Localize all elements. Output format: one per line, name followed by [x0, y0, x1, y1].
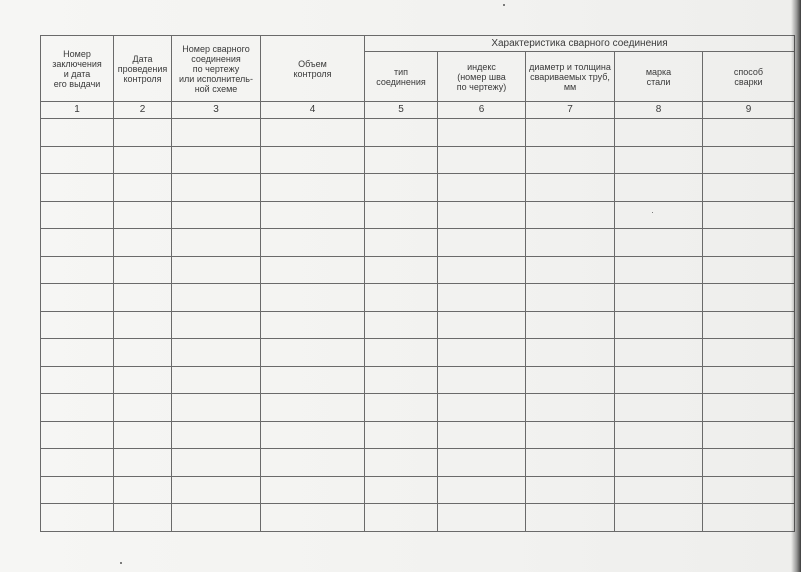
table-cell: [438, 339, 526, 367]
table-cell: [703, 366, 795, 394]
header-seam-index: индекс (номер шва по чертежу): [438, 52, 526, 102]
table-cell: [615, 119, 703, 147]
table-cell: [172, 201, 261, 229]
table-cell: [615, 449, 703, 477]
table-cell: [438, 174, 526, 202]
table-cell: [41, 229, 114, 257]
table-cell: [41, 339, 114, 367]
table-cell: [438, 449, 526, 477]
table-cell: [438, 421, 526, 449]
table-cell: [526, 449, 615, 477]
table-cell: [41, 284, 114, 312]
header-pipe-diameter-thickness: диаметр и толщина свариваемых труб, мм: [526, 52, 615, 102]
table-cell: [615, 394, 703, 422]
table-cell: [365, 229, 438, 257]
column-number: 1: [41, 102, 114, 119]
table-cell: [114, 201, 172, 229]
table-cell: [261, 311, 365, 339]
table-cell: [438, 394, 526, 422]
table-cell: [172, 366, 261, 394]
table-cell: [114, 366, 172, 394]
table-cell: [438, 284, 526, 312]
table-cell: [703, 311, 795, 339]
table-cell: [615, 256, 703, 284]
table-row: [41, 119, 795, 147]
table-cell: [438, 229, 526, 257]
table-cell: [438, 311, 526, 339]
table-cell: [114, 174, 172, 202]
table-cell: [114, 229, 172, 257]
table-cell: [365, 394, 438, 422]
table-cell: [365, 119, 438, 147]
table-cell: [615, 504, 703, 532]
table-cell: [615, 476, 703, 504]
column-number: 5: [365, 102, 438, 119]
table-cell: [703, 146, 795, 174]
header-steel-grade: марка стали: [615, 52, 703, 102]
table-cell: [41, 119, 114, 147]
table-cell: [703, 229, 795, 257]
table-cell: [114, 119, 172, 147]
table-cell: [526, 476, 615, 504]
table-cell: [526, 394, 615, 422]
header-inspection-date: Дата проведения контроля: [114, 36, 172, 102]
table-cell: [172, 421, 261, 449]
table-cell: [526, 146, 615, 174]
header-joint-type: тип соединения: [365, 52, 438, 102]
table-cell: [703, 449, 795, 477]
table-cell: [365, 366, 438, 394]
table-cell: [438, 476, 526, 504]
paper-speck: [120, 562, 122, 564]
table-cell: [172, 174, 261, 202]
table-cell: [172, 504, 261, 532]
table-cell: [114, 394, 172, 422]
table-cell: [703, 394, 795, 422]
table-cell: [114, 421, 172, 449]
table-cell: [438, 256, 526, 284]
table-cell: [114, 284, 172, 312]
table-cell: [438, 146, 526, 174]
table-cell: [526, 201, 615, 229]
table-cell: [172, 146, 261, 174]
table-cell: [615, 421, 703, 449]
table-cell: [41, 449, 114, 477]
table-cell: [703, 339, 795, 367]
table-cell: [261, 449, 365, 477]
table-cell: [615, 146, 703, 174]
table-cell: [114, 339, 172, 367]
table-cell: [261, 229, 365, 257]
table-cell: [172, 119, 261, 147]
table-cell: [365, 201, 438, 229]
table-cell: [261, 394, 365, 422]
table-cell: [365, 146, 438, 174]
table-cell: [703, 119, 795, 147]
table-cell: [703, 174, 795, 202]
table-cell: [261, 256, 365, 284]
table-cell: [526, 284, 615, 312]
table-cell: [41, 201, 114, 229]
table-row: [41, 366, 795, 394]
paper-speck: [652, 212, 653, 213]
table-cell: [526, 504, 615, 532]
header-inspection-volume: Объем контроля: [261, 36, 365, 102]
table-cell: [172, 229, 261, 257]
table-cell: [261, 366, 365, 394]
table-cell: [703, 201, 795, 229]
column-number: 7: [526, 102, 615, 119]
table-cell: [41, 311, 114, 339]
table-cell: [365, 476, 438, 504]
table-cell: [615, 284, 703, 312]
column-number: 4: [261, 102, 365, 119]
table-cell: [261, 339, 365, 367]
table-cell: [261, 504, 365, 532]
header-conclusion-number: Номер заключения и дата его выдачи: [41, 36, 114, 102]
table-row: [41, 284, 795, 312]
table-cell: [365, 256, 438, 284]
column-number: 9: [703, 102, 795, 119]
table-cell: [41, 366, 114, 394]
table-cell: [172, 311, 261, 339]
table-cell: [261, 174, 365, 202]
table-cell: [438, 366, 526, 394]
table-cell: [526, 339, 615, 367]
table-cell: [703, 504, 795, 532]
table-cell: [41, 421, 114, 449]
table-cell: [41, 256, 114, 284]
table-cell: [615, 339, 703, 367]
table-cell: [114, 476, 172, 504]
table-cell: [615, 174, 703, 202]
table-cell: [41, 174, 114, 202]
table-cell: [438, 201, 526, 229]
table-cell: [365, 339, 438, 367]
table-cell: [703, 476, 795, 504]
table-cell: [526, 229, 615, 257]
table-row: [41, 146, 795, 174]
table-cell: [261, 201, 365, 229]
table-cell: [365, 284, 438, 312]
column-number: 3: [172, 102, 261, 119]
table-cell: [526, 174, 615, 202]
table-cell: [526, 366, 615, 394]
table-row: [41, 311, 795, 339]
table-cell: [365, 311, 438, 339]
table-row: [41, 421, 795, 449]
paper-speck: [503, 4, 505, 6]
table-cell: [526, 421, 615, 449]
table-row: [41, 256, 795, 284]
table-cell: [41, 504, 114, 532]
column-number: 8: [615, 102, 703, 119]
table-cell: [438, 504, 526, 532]
table-cell: [172, 394, 261, 422]
weld-inspection-table: [40, 35, 795, 532]
table-cell: [172, 449, 261, 477]
table-row: [41, 201, 795, 229]
column-number-row: [41, 102, 795, 119]
table-cell: [261, 421, 365, 449]
scan-edge-shadow: [791, 0, 801, 572]
header-weld-number: Номер сварного соединения по чертежу или исполнитель- ной схеме: [172, 36, 261, 102]
column-number: 6: [438, 102, 526, 119]
table-cell: [261, 119, 365, 147]
table-cell: [703, 256, 795, 284]
table-cell: [365, 421, 438, 449]
table-cell: [365, 449, 438, 477]
column-number: 2: [114, 102, 172, 119]
table-cell: [172, 284, 261, 312]
table-cell: [172, 256, 261, 284]
table-cell: [703, 421, 795, 449]
table-row: [41, 476, 795, 504]
table-cell: [526, 256, 615, 284]
table-cell: [172, 476, 261, 504]
table-cell: [261, 284, 365, 312]
table-cell: [114, 146, 172, 174]
table-cell: [114, 449, 172, 477]
table-cell: [261, 146, 365, 174]
table-row: [41, 504, 795, 532]
table-cell: [41, 476, 114, 504]
table-row: [41, 229, 795, 257]
table-cell: [365, 504, 438, 532]
table-cell: [41, 394, 114, 422]
table-cell: [703, 284, 795, 312]
table-row: [41, 174, 795, 202]
table-cell: [365, 174, 438, 202]
table-cell: [615, 311, 703, 339]
table-cell: [615, 229, 703, 257]
table-row: [41, 449, 795, 477]
table-cell: [261, 476, 365, 504]
table-cell: [438, 119, 526, 147]
table-cell: [41, 146, 114, 174]
table-cell: [615, 366, 703, 394]
table-cell: [615, 201, 703, 229]
header-welding-method: способ сварки: [703, 52, 795, 102]
table-cell: [526, 119, 615, 147]
table-cell: [526, 311, 615, 339]
table-row: [41, 394, 795, 422]
table-cell: [114, 256, 172, 284]
table-cell: [172, 339, 261, 367]
table-row: [41, 339, 795, 367]
table-cell: [114, 311, 172, 339]
header-weld-characteristics: Характеристика сварного соединения: [365, 36, 795, 52]
table-cell: [114, 504, 172, 532]
